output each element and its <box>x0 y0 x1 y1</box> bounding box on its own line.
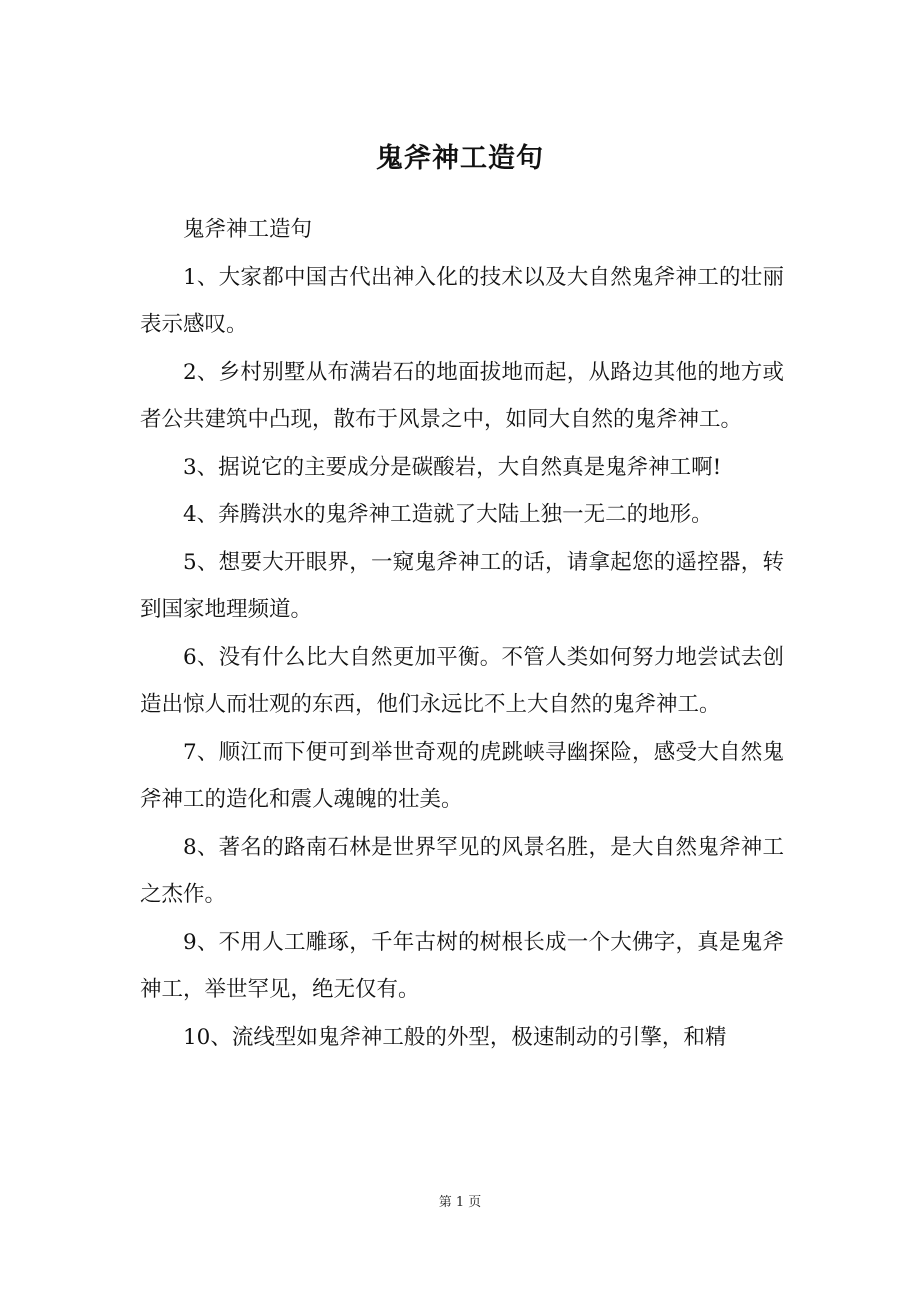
document-body <box>140 206 784 1061</box>
sentence-4: 4、奔腾洪水的鬼斧神工造就了大陆上独一无二的地形。 <box>183 502 713 527</box>
page-number: 第 1 页 <box>438 1195 482 1210</box>
sentence-7: 7、顺江而下便可到举世奇观的虎跳峡寻幽探险，感受大自然鬼斧神工的造化和震人魂魄的壮美。 <box>140 739 784 812</box>
sentence-5: 5、想要大开眼界，一窥鬼斧神工的话，请拿起您的遥控器，转到国家地理频道。 <box>140 549 784 622</box>
sentence-6: 6、没有什么比大自然更加平衡。不管人类如何努力地尝试去创造出惊人而壮观的东西，他们永远比不上大自然的鬼斧神工。 <box>140 644 784 717</box>
paragraph-heading: 鬼斧神工造句 <box>183 217 313 242</box>
sentence-10: 10、流线型如鬼斧神工般的外型，极速制动的引擎，和精 <box>183 1024 727 1050</box>
sentence-8: 8、著名的路南石林是世界罕见的风景名胜，是大自然鬼斧神工之杰作。 <box>140 834 784 907</box>
sentence-9: 9、不用人工雕琢，千年古树的树根长成一个大佛字，真是鬼斧神工，举世罕见，绝无仅有。 <box>140 929 784 1002</box>
sentence-1: 1、大家都中国古代出神入化的技术以及大自然鬼斧神工的壮丽表示感叹。 <box>140 264 784 337</box>
document-title: 鬼斧神工造句 <box>376 143 544 174</box>
sentence-3: 3、据说它的主要成分是碳酸岩，大自然真是鬼斧神工啊! <box>183 454 722 480</box>
sentence-2: 2、乡村别墅从布满岩石的地面拔地而起，从路边其他的地方或者公共建筑中凸现，散布于风景之中，如同大自然的鬼斧神工。 <box>140 359 784 432</box>
